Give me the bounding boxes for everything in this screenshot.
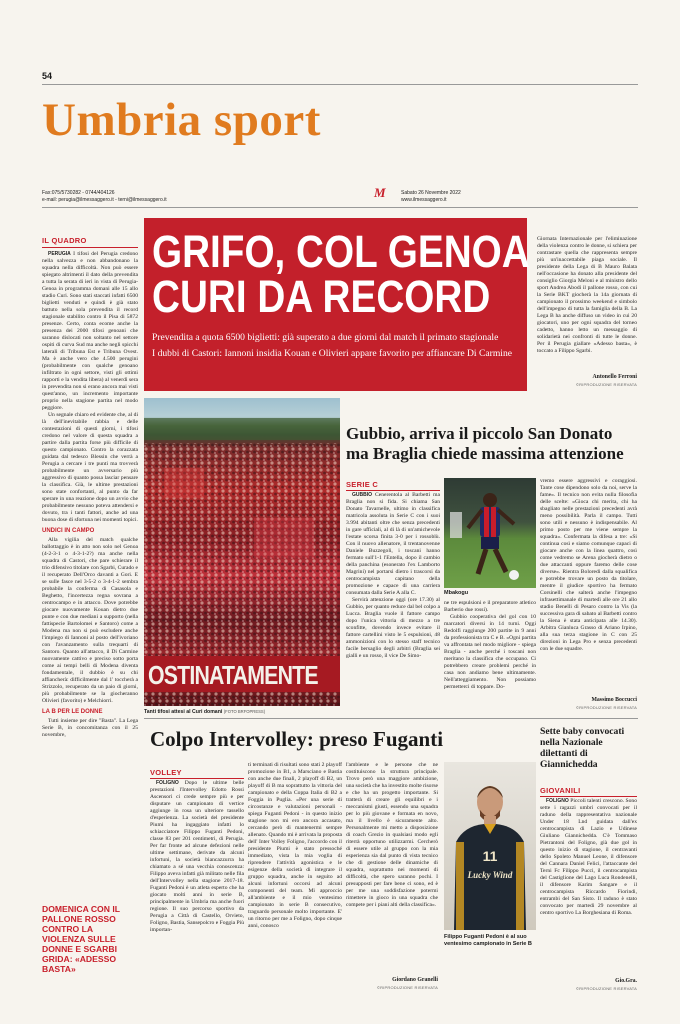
logo-icon: M bbox=[374, 185, 386, 200]
baby-text bbox=[540, 798, 637, 978]
tifosi-credit: (FOTO BRFOPRESS) bbox=[223, 709, 266, 714]
gubbio-title-1: Gubbio, arriva il piccolo San Donato bbox=[346, 424, 613, 443]
header-rule bbox=[42, 207, 638, 208]
volley-label: VOLLEY bbox=[150, 768, 244, 779]
top-rule bbox=[42, 84, 638, 85]
baby-lead: FOLIGNO bbox=[546, 798, 569, 804]
quadro-lead: PERUGIA bbox=[48, 251, 71, 257]
headline-line1: GRIFO, COL GENOA bbox=[152, 226, 530, 277]
jersey-brand: Lucky Wind bbox=[467, 870, 513, 880]
page-number: 54 bbox=[42, 71, 53, 81]
volley-lead: FOLIGNO bbox=[156, 780, 179, 786]
fuganti-caption: Filippo Fuganti Pedoni è al suo ventesimo campionato in Serie B bbox=[444, 934, 532, 947]
quadro-sub1: UNDICI IN CAMPO bbox=[42, 528, 95, 534]
gubbio-credit: ©RIPRODUZIONE RISERVATA bbox=[575, 705, 637, 710]
baby-label: GIOVANILI bbox=[540, 786, 637, 797]
headline-deck1: Prevendita a quota 6500 biglietti: già superato a due giorni dal match il primato stagionale bbox=[152, 332, 499, 343]
tifosi-photo bbox=[144, 398, 340, 706]
volley-col1-text: Dopo le ultime belle prestazioni l'Intervolley Edotto Rossi Ascensori ci crede sempre più e per disputare un campionato di vertice aggiunge in rosa un ulteriore tassello d'esperienza. La società del presidente Piumi ha ingaggiato infatti lo schiacciatore Filippo Fuganti Pedoni, classe 83 per 201 centimetri, di Perugia. Per far fronte ad alcune defezioni nelle ultime settimane, derivate da alcuni infortuni, la società biancazzurra ha chiamato a sé una vecchia conoscenza: Filippo aveva infatti già militato nelle fila dell'Intervolley nella stagione 2017-18. Fuganti Pedoni è un atleta esperto che ha giocato molti anni in serie B, principalmente in Umbria ma anche fuori regione. Il suo percorso sportivo da Perugia a Città di Castello, Orvieto, Foligno, Bastia, Sansepolcro e Foggia Più importan- bbox=[150, 780, 244, 933]
contacts-line2: e-mail: perugia@ilmessaggero.it - terni@ilmessaggero.it bbox=[42, 197, 167, 203]
gubbio-col2b: Gubbio cooperativa del gol con 10 marcatori diversi in 14 turni. Oggi Redolfi raggiunge 200 partite in 9 anni da professionista tra C e B. «Ogni partita va affrontata nel modo migliore - spiega Braglia - anche perché i toscani non meritano la classifica che occupano. Ci potrebbero creare problemi perché in casa non andiamo bene ultimamente. Nell'atteggiamento. Non possiamo permetterci di toppare. Do- bbox=[444, 614, 536, 690]
baby-text-body: Piccoli talenti crescono. Sono sette i ragazzi umbri convocati per il raduno della rappresentativa nazionale Under 18 Lnd guidata dall'ex centrocampista di Lazio e Udinese Giuliano Giannichedda. C'è Tommaso Pietrantoni del Foligno, già due gol in questo inizio di stagione, il centravanti dello Spoleto Manuel Leone, il difensore del Cannara Daniel Felici, l'attaccante del Terni Fc Filippo Pucci, il centrocampista del Castiglione del Lago Luca Rondenelli, il difensore Karim Sangare e il centrocampista Riccardo Fiorindi, entrambi del San Sisto. Il raduno è stato convocato per martedì 29 novembre al centro sportivo La Borghesiana di Roma. bbox=[540, 798, 637, 916]
gubbio-col1b: Servirà attenzione oggi (ore 17.30) al Gubbio, per quanto reduce dal bel colpo a Lucca. Braglia vuole il fattore campo dopo l'unica vittoria di mezzo a tre sconfitte, dovendo invece evitare il fattore cartellini visto le 5 espulsioni, 48 ammonizioni con lo stesso staff tecnico facile bersaglio degli arbitri (Braglia sei gialli e un rosso, il vice De Simo- bbox=[346, 597, 440, 659]
gubbio-title-2: ma Braglia chiede massima attenzione bbox=[346, 444, 624, 463]
mbakogu-caption: Mbakogu bbox=[444, 590, 469, 596]
volley-col2: ti terminati di risultati sono stati 2 playoff promozione in B1, a Marsciano e Bastia con anche due finali, 2 playoff di B2, un playoff di B ma soprattutto la vittoria del campionato e della Coppa Italia di B2 a Foggia in Puglia. «Per una serie di circostanze e valutazioni personali - spiega Fuganti Pedoni - in questo inizio stagione non mi ero ancora accasato, cercando però di mantenermi sempre allenato. Quando mi è arrivata la proposta dell' Inter Volley Foligno, l'accordo con il presidente Piumi è stato pressoché immediato, vista la mia voglia di riprendere l'attività agonistica e le esigenze della società di integrare il gruppo squadra, anche in seguito ad alcuni infortuni occorsi ad alcuni componenti del team. Mi approccio all'ambiente e il mio ventesimo campionato in serie B consecutivo, traguardo personale molto importante. E' un ritorno per me a Foligno, dopo cinque anni, conosco bbox=[248, 762, 342, 929]
quadro-text bbox=[42, 251, 138, 911]
giornata-author: Antonello Ferroni bbox=[592, 374, 637, 380]
jersey-number: 11 bbox=[482, 848, 498, 864]
volley-title: Colpo Intervolley: preso Fuganti bbox=[150, 727, 444, 751]
quadro-sub2: LA B PER LE DONNE bbox=[42, 709, 103, 715]
banner-text: OSTINATAMENTE bbox=[148, 660, 318, 690]
headline-panel bbox=[144, 218, 530, 391]
gubbio-author: Massimo Boccucci bbox=[591, 697, 637, 703]
violence-box: DOMENICA CON IL PALLONE ROSSO CONTRO LA VIOLENZA SULLE DONNE E SGARBI GRIDA: «ADESSO BASTA» bbox=[42, 904, 120, 974]
gubbio-col1 bbox=[346, 492, 440, 710]
quadro-para1: I tifosi del Perugia credono nella salvezza e non abbandonano la squadra nella difficoltà. Non può essere spiegato altrimenti il dato della prevendita a tutta la serata di ieri in vista di Perugia-Genoa in programma domani alle 15 allo stadio Curi. Sono stati staccati infatti 6500 biglietti venduti e quindi è già stato battuto nella sola prevendita il record stagionale stabilito contro il Pisa di 5872 presenze. Certo, conta ecome anche la presenza dei 2000 tifosi genoani che saranno dislocati non soltanto nel settore ospiti di curva Sud ma anche negli spicchi laterali di Tribuna Est e Tribuna Ovest. Ma è anche vero che 4.500 perugini (probabilmente con qualche genoano infiltrato in ogni settore, visti gli ottimi rapporti e la vendita libera) al venerdì sera in prevendita non si erano ancora mai visti quest'anno, un incremento importante proprio nella stagione partita nel modo peggiore. bbox=[42, 251, 138, 411]
baby-title: Sette baby convocati nella Nazionale dilettanti di Giannichedda bbox=[540, 726, 625, 770]
fuganti-illustration bbox=[444, 762, 536, 930]
quadro-column bbox=[42, 236, 138, 904]
website: www.ilmessaggero.it bbox=[401, 197, 447, 203]
volley-author: Giordano Granelli bbox=[392, 977, 438, 983]
gubbio-label: SERIE C bbox=[346, 480, 440, 491]
headline-line2: CURI DA RECORD bbox=[152, 271, 491, 322]
section-title: Umbria sport bbox=[42, 94, 321, 146]
tifosi-caption bbox=[144, 709, 340, 715]
fuganti-photo bbox=[444, 762, 536, 930]
baby-author: Gio.Gra. bbox=[615, 978, 637, 984]
mid-rule bbox=[144, 718, 638, 719]
gubbio-col1-text: Cenerentola al Barbetti ma Braglia non si fida. Si chiama San Donato Tavarnelle, ultimo in classifica matricola assoluta in Serie C con i suoi 3.994 abitanti oltre che senza precedenti in gare ufficiali, al di là di un'amichevole l'estate scorsa finita 3-0 per i rossoblù. Con il nuovo allenatore, il trentanovenne Daniele Buzzegoli, i toscani hanno fermato sull'1-1 l'Entella, dopo il cambio della panchina (esonerato l'ex Lamborto Magrini) nel portarsi dietro i trascorsi da centrocampista capitano della promozione e capace di una carriera consumata dalla Serie A alla C. bbox=[346, 492, 440, 596]
volley-col1 bbox=[150, 780, 244, 988]
quadro-para3: Alla vigilia del match qualche ballottaggio è in atto non solo nel Genoa (4-2-3-1 o 4-3-1-2?) ma anche nella squadra di Castori, che pare schierare il trio difensivo titolare con Sgarbi, Curado e il recuperato Dell'Orco davanti a Gori. E se sulle fasce nel 3-5-2 o 3-4-1-2 sembra probabile la conferma di Casasola e Beghetto, l'incertezza regna sovrana a centrocampo e in attacco. Dove potrebbe giocare nuovamente Kouan dietro due punte e con due mediani a supporto (nella fattispecie Bartolomei e Santoro) come a Modena ma non si può escludere anche l'impiego di Iannoni al posto dell'ivoriano con l'avanzamento sulla trequarti di Santoro. Quanto all'attacco, il Di Carmine nuovamente cattivo e preciso sotto porta come ai tempi belli di Modena diventa fondamentale, il dubbio è su chi affiancherà: difficilmente dal 1' toccherà a Strizzolo, recuperato da un paio di giorni, più probabilmente se la giocheranno Olivieri (favorito) e Melchiorri. bbox=[42, 537, 138, 704]
issue-date: Sabato 26 Novembre 2022 bbox=[401, 190, 461, 196]
tifosi-caption-text: Tanti tifosi attesi al Curi domani bbox=[144, 709, 223, 715]
gubbio-lead: GUBBIO bbox=[352, 492, 372, 498]
quadro-para4: Tutti insieme per dire "Basta". La Lega Serie B, in concomitanza con il 25 novembre, bbox=[42, 718, 138, 738]
baby-credit: ©RIPRODUZIONE RISERVATA bbox=[575, 986, 637, 991]
quadro-label: IL QUADRO bbox=[42, 236, 138, 248]
giornata-credit: ©RIPRODUZIONE RISERVATA bbox=[575, 382, 637, 387]
banner bbox=[144, 656, 340, 692]
quadro-para2: Un segnale chiaro ed evidente che, al di là dell'inevitabile rabbia e delle contestazioni di questi giorni, i tifosi credono nel valore di questa squadra a partire dalla partita forse più difficile di questo campionato. Contro la corazzata guidata dal tedesco Blessin che verrà a Perugia a cercare i tre punti ma trovverà probabilmente un avversario più aggressivo di quanto possa lasciar pensare la classifica. Già, le ultime prestazioni sono state confortanti, al punto da far sperare in una reazione dopo un avvio che probabilmente nessuno poteva attendersi e dovuto, tra i tanti fattori, anche ad una buona dose di sfortuna nei momenti topici. bbox=[42, 412, 138, 523]
player-illustration bbox=[444, 478, 536, 588]
gubbio-col2 bbox=[444, 600, 536, 710]
volley-col3: l'ambiente e le persone che ne costituiscono la struttura principale. Trovo però una maggiore ambizione, una società che ha investito molte risorse e che ha un progetto importante. Si tratterà di creare gli equilibri e i meccanismi giusti, essendo una squadra per lo più giovane e formata en novo, ma il livello è sicuramente alto. Personalmente mi metto a disposizione di coach Grezio in qualsiasi modo egli riterrà opportuno utilizzarmi. Cercherò di essere utile al gruppo con la mia esperienza sia dal punto di vista tecnico che di gestione delle dinamiche di squadra, soprattutto nei momenti di difficoltà, che spero saranno pochi. I presupposti per fare bene ci sono, ed è per me una soddisfazione potermi rimettere in gioco in una squadra che compete per i piani alti della classifica». bbox=[346, 762, 438, 908]
headline-deck2: I dubbi di Castori: Iannoni insidia Kouan e Olivieri appare favorito per affiancare Di Carmine bbox=[152, 348, 513, 359]
contacts-line1: Fax:075/5730282 - 0744/404126 bbox=[42, 190, 115, 196]
gubbio-col2-text: ne tre espulsioni e il preparatore atletico Barberio due rossi). bbox=[444, 600, 536, 613]
mbakogu-photo bbox=[444, 478, 536, 588]
gubbio-col3: vremo essere aggressivi e coraggiosi. Tante cose dipendono solo da noi, serve la fame». Il tecnico non evita nulla filosofia delle scelte: «Gioca chi merita, chi ha sbagliato nelle prestazioni precedenti avrà meno possibilità. Parla il campo. Tutti sono utili e nessuno è indispensabile. Al primo posto per me viene sempre la squadra». Confermata la difesa a tre: «Si continua così e siamo comunque capaci di giocare anche con la linea quattro, così come vedremo se Arena giocherà dietro o due attaccanti oppure faremo delle cose diverse». Rientra Boloredi dalla squalifica e potrebbe trovare un posto da titolare, mentre il giudice sportivo ha fermato Corsinelli che salterà anche l'impegno infrasettimanale di martedì alle ore 21 allo stadio Benelli di Pesaro contro la Vis (la successiva gara di sabato al Barbetti contro la Siena è stata anticipata alle 14.30). Arbitra Gianluca Grasso di Ariano Irpino, alla sua terza stagione in C con 25 direzioni in Lega Pro e senza precedenti con le due squadre. bbox=[540, 478, 637, 652]
giornata-text: Giornata Internazionale per l'eliminazione della violenza contro le donne, si schiera per contrastare quella che rappresenta sempre più un'inaccettabile piaga sociale. Il presidente della Lega di B Mauro Balata nell'occasione ha donato alla presidente del consiglio Giorgia Meloni e al ministro dello sport Andrea Abodi il pallone rosso, con cui la Serie BKT giocherà la 14a giornata di campionato il prossimo weekend e simbolo dell'impegno di tutta la famiglia della B. La Lega B ha anche diffuso un video in cui 20 giocatori, uno per ogni squadra del torneo cadetto, hanno letto un messaggio di solidarietà nei confronti di tutte le donne. Per il Perugia giallare «Adesso basta», è toccato a Filippo Sgarbi. bbox=[537, 236, 637, 354]
volley-credit: ©RIPRODUZIONE RISERVATA bbox=[376, 985, 438, 990]
